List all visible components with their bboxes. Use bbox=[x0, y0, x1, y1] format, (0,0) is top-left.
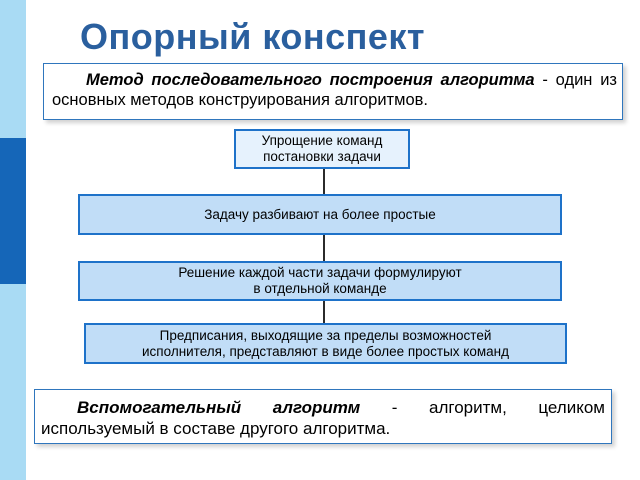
connector-line-1 bbox=[323, 169, 325, 194]
definition-method-text: - один из основных методов конструирования алгоритмов. bbox=[52, 71, 617, 109]
sidebar-stripe-middle bbox=[0, 138, 26, 284]
flow-step-4-line-1: Предписания, выходящие за пределы возможностей bbox=[159, 327, 492, 343]
flow-step-2-line-1: Задачу разбивают на более простые bbox=[204, 206, 436, 222]
definition-auxiliary-term: Вспомогательный алгоритм bbox=[77, 398, 361, 417]
connector-line-3 bbox=[323, 301, 325, 323]
definition-method-term: Метод последовательного построения алгоритма bbox=[86, 71, 535, 89]
flow-step-1-label bbox=[262, 133, 383, 165]
flow-step-3 bbox=[78, 261, 562, 301]
connector-line-2 bbox=[323, 235, 325, 261]
sidebar-stripe-top bbox=[0, 0, 26, 138]
slide-title: Опорный конспект bbox=[80, 16, 426, 57]
flow-step-3-label bbox=[178, 265, 461, 297]
flow-step-4-label bbox=[142, 328, 509, 360]
flow-step-4-line-2: исполнителя, представляют в виде более простых команд bbox=[142, 343, 509, 359]
flow-step-3-line-1: Решение каждой части задачи формулируют bbox=[178, 265, 462, 280]
flow-step-1-line-2: постановки задачи bbox=[263, 149, 381, 164]
sidebar-stripe-bottom bbox=[0, 284, 26, 480]
flow-step-1-line-1: Упрощение команд bbox=[261, 133, 383, 148]
definition-auxiliary-box bbox=[34, 389, 612, 444]
flow-step-1 bbox=[234, 129, 410, 169]
definition-method-box bbox=[43, 63, 623, 120]
flow-step-2-label bbox=[204, 207, 436, 223]
flow-step-3-line-2: в отдельной команде bbox=[253, 281, 387, 296]
flow-step-4 bbox=[84, 323, 567, 364]
flow-step-2 bbox=[78, 194, 562, 235]
definition-auxiliary-text: - алгоритм, целиком используемый в составе другого алгоритма. bbox=[41, 398, 605, 438]
